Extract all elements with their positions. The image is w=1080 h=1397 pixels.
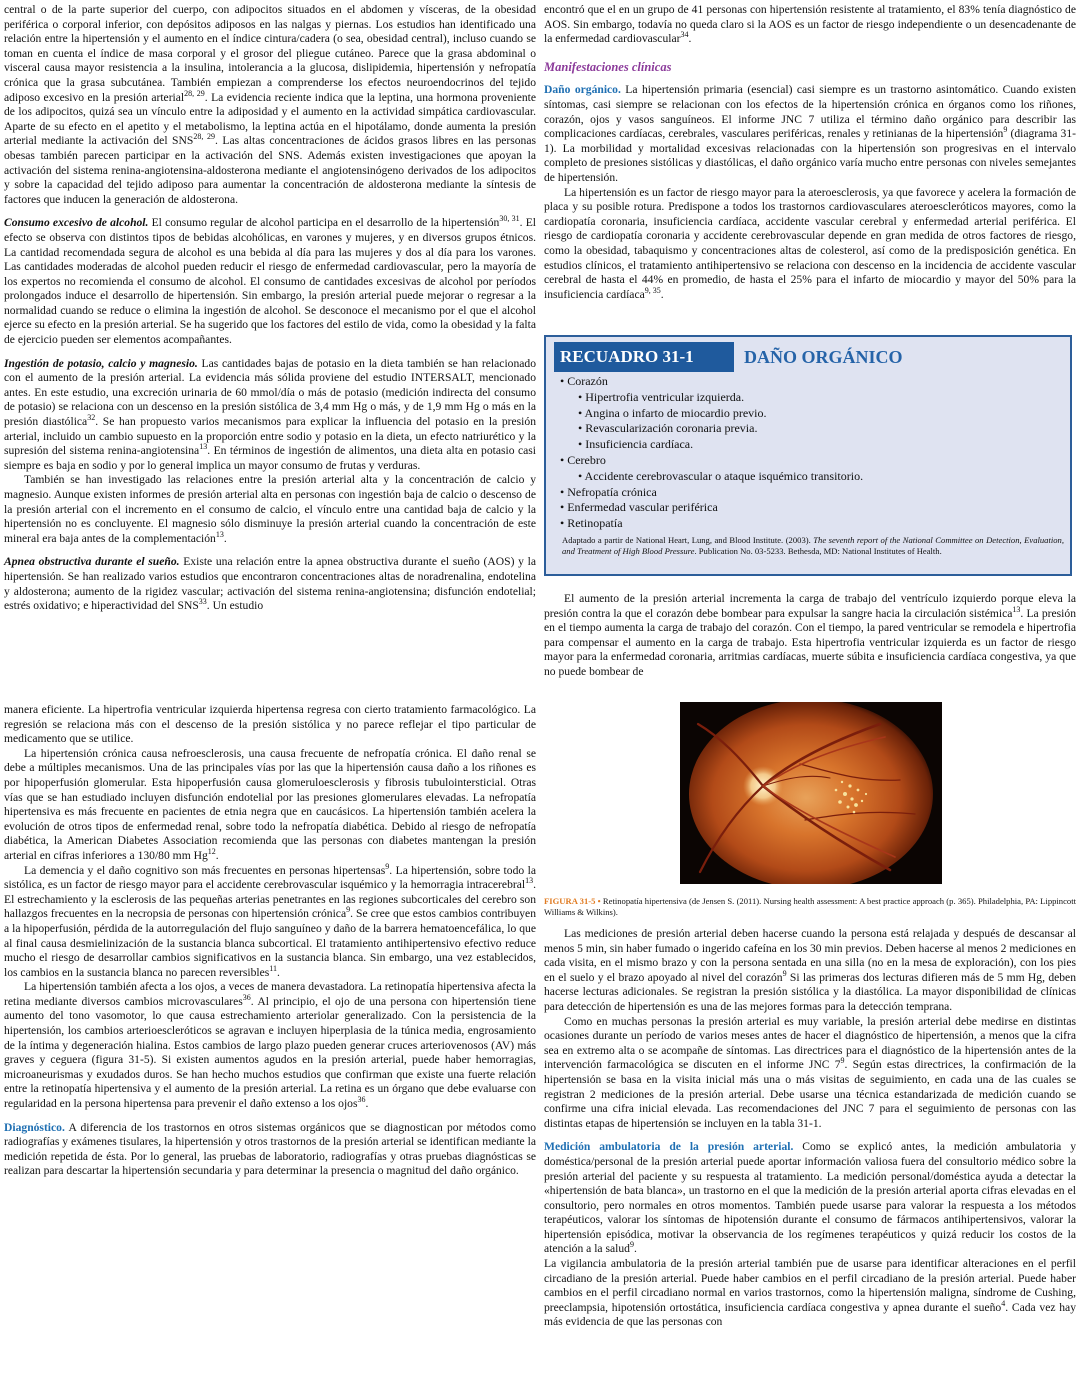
text: . — [660, 287, 664, 301]
citation: 36 — [357, 1095, 366, 1105]
text: . La presión en el tiempo aumenta la carga de trabajo del corazón. Con el tiempo, la pared ventricular se remodela e hipertrofia para compensar el aumento en la carga de trabajo. Esta hipertrofia ventricular izquierda es un factor de riesgo mayor para la enfermedad coronaria, arritmias cardíacas, muerte súbita e insuficiencia cardíaca congestiva, ya que no puede bombear de — [544, 606, 1076, 678]
text: . En términos de ingestión de alimentos, una dieta alta en potasio casi siempre es baja en sodio y por lo general implica un mayor consumo de frutas y verduras. — [4, 444, 537, 472]
text: . Un estudio — [206, 599, 264, 613]
figure-label: FIGURA 31-5 — [544, 896, 596, 906]
list-item: • Corazón — [560, 374, 608, 388]
paragraph-atherosclerosis — [544, 186, 1076, 303]
text: . La hipertensión, sobre todo la sistólica, es un factor de riesgo mayor para el accidente cerebrovascular isquémico y la hemorragia intracerebral — [4, 863, 536, 892]
box-title: DAÑO ORGÁNICO — [744, 347, 903, 367]
text: Si las primeras dos lecturas difieren más de 5 mm Hg, deben hacerse lecturas adicionales. Se registran la presión sistólica y la diastólica. La mayor disponibilidad de clínicas para detección de hipertensión es una de las mejores formas para la detección temprana. — [544, 970, 1077, 1013]
text: . — [223, 531, 227, 545]
text: . Al principio, el ojo de una persona con hipertensión tiene aumento del tono vasomotor, lo que causa estrechamiento arteriolar generalizado. Con la persistencia de la hipertensión, los cambios arterioescleróticos se agravan e incluyen hiperplasia de la túnica media, engrosamiento de la íntima y degeneración hialina. Estos cambios de largo plazo pueden generar cruces arteriovenosos (AV) más graves y ceguera (figura 31-5). Si existen aumentos agudos en la presión arterial, puede haber hemorragias, microaneurismas y exudados duros. Se han hecho muchos estudios que confirman que existe una fuerte relación entre la retinopatía hipertensiva y el aumento de la presión arterial. La retina es un órgano que debe evaluarse con regularidad en la persona hipertensa para prevenir el daño extenso a los ojos — [4, 994, 536, 1111]
text: . Cada vez hay más evidencia de que las personas con — [544, 1300, 1076, 1329]
text: manera eficiente. La hipertrofia ventricular izquierda hipertensa regresa con cierto tratamiento farmacológico. La regresión se relaciona más con el descenso de la presión sistólica y no parece reflejar el tipo particular de medicamento que se utilice. — [4, 703, 536, 746]
list-item: • Revascularización coronaria previa. — [578, 421, 758, 436]
citation: 12 — [207, 847, 216, 857]
text: . — [276, 965, 280, 979]
separator: • — [595, 896, 603, 906]
list-item: • Hipertrofia ventricular izquierda. — [578, 389, 745, 404]
column-bottom-right — [544, 927, 1076, 1330]
run-in-heading: Diagnóstico. — [4, 1120, 65, 1134]
list-item: • Accidente cerebrovascular o ataque isquémico transitorio. — [578, 468, 864, 483]
sidebar-box-organ-damage — [544, 335, 1072, 576]
text: . La evidencia reciente indica que la leptina, una hormona proveniente de los adipocitos, quizá sea un vínculo entre la adiposidad y el aumento en la actividad simpática cardiovascular. Aparte de su efecto en el apetito y el metabolismo, la leptina actúa en el hipotálamo, donde aumenta la presión arterial mediante la activación del SNS — [4, 90, 537, 148]
citation: 9 — [385, 861, 390, 871]
text: Las mediciones de presión arterial deben hacerse cuando la persona está relajada y después de descansar al menos 5 min, sin haber fumado o ingerido cafeína en los 30 min previos. Deben hacerse al menos 2 mediciones en cada visita, en el mismo brazo y con la persona sentada en una silla (no en la mesa de exploración), con los pies en el suelo y el brazo apoyado al nivel del corazón — [544, 927, 1076, 984]
text: La hipertensión primaria (esencial) casi siempre es un trastorno asintomático. Cuando existen síntomas, casi siempre se relacionan con los efectos de la hipertensión crónica en órganos como los riñones, corazón, ojos y vasos sanguíneos. El informe JNC 7 utiliza el término daño orgánico para describir las complicaciones cardíacas, cerebrales, vasculares periféricas, renales y retinianas de la hipertensión — [544, 83, 1077, 141]
text: . — [215, 848, 219, 862]
citation: 9, 35 — [644, 285, 661, 295]
citation: 4 — [1001, 1298, 1006, 1308]
text: . — [633, 1242, 637, 1256]
text: . Según estas directrices, la confirmación de la hipertensión se basa en la visita inicial más una o más visitas de seguimiento, en cada una de las cuales se registran 2 mediciones de la presión arterial. Debe usarse una técnica estandarizada de medición cuando se confirme una cifra inicial elevada. Las recomendaciones del JNC 7 para el seguimiento de personas con las distintas etapas de hipertensión se incluyen en la tabla 31-1. — [544, 1058, 1076, 1130]
citation: 33 — [198, 597, 207, 607]
paragraph-potassium — [4, 357, 536, 474]
text: . Publication No. 03-5233. Bethesda, MD: National Institutes of Health. — [694, 545, 942, 556]
text: La vigilancia ambulatoria de la presión arterial también pue de usarse para identificar alteraciones en el perfil circadiano de la presión arterial. Puede haber cambios en el perfil circadiano de la presión arterial. Puede haber cambios en el perfil circadiano normal en varios trastornos, como la hipertensión maligna, síndrome de Cushing, preeclampsia, hipotensión ortostática, insuficiencia cardíaca congestiva y apnea durante el sueño — [544, 1257, 1076, 1314]
text: . El estrechamiento y la esclerosis de las pequeñas arterias penetrantes en las regiones subcorticales del cerebro son hallazgos frecuentes en la necropsia de personas con hipertensión crónica — [4, 878, 536, 921]
text: La demencia y el daño cognitivo son más frecuentes en personas hipertensas — [24, 863, 386, 877]
run-in-heading: Consumo excesivo de alcohol. — [4, 216, 149, 230]
list-item: • Insuficiencia cardíaca. — [578, 437, 694, 452]
text: El consumo regular de alcohol participa en el desarrollo de la hipertensión — [148, 216, 500, 230]
list-item: • Retinopatía — [560, 516, 623, 531]
paragraph-organ-damage — [544, 83, 1076, 185]
text: central o de la parte superior del cuerpo, con adipocitos situados en el abdomen y vísceras, de la obesidad periférica o corporal inferior, con depósitos adiposos en las nalgas y piernas. Los estudios han identificado una relación entre la hipertensión y el aumento en el índice cintura/cadera (o sea, obesidad central), incluso cuando se toman en cuenta el índice de masa corporal y el grosor del pliegue cutáneo. Parece que la grasa abdominal o visceral causa mayor resistencia a la insulina, intolerancia a la glucosa, dislipidemia, hipertensión y nefropatía crónica que la grasa subcutánea. También empiezan a comprenderse los efectos neuroendocrinos del tejido adiposo excesivo en la presión arterial — [4, 3, 536, 104]
citation: 9 — [1003, 125, 1008, 135]
citation: 9 — [346, 905, 351, 915]
text: encontró que el en un grupo de 41 personas con hipertensión resistente al tratamiento, el 83% tenía diagnóstico de AOS. Sin embargo, todavía no queda claro si la AOS es un factor de riesgo independiente o un desencadenante de la enfermedad cardiovascular — [544, 3, 1076, 46]
citation: 9 — [782, 968, 787, 978]
paragraph-bp-variability — [544, 1015, 1076, 1132]
text: Existe una relación entre la apnea obstructiva durante el sueño (AOS) y la hipertensión. Se han realizado varios estudios que encontraron concentraciones altas de noradrenalina, endotelina y aldosterona; aumento de la rigidez vascular; activación del sistema renina-angiotensina; disfunción endotelial; estrés oxidativo; e hiperactividad del SNS — [4, 555, 536, 613]
citation: 32 — [87, 413, 96, 423]
paragraph-alcohol — [4, 216, 536, 347]
text: Como en muchas personas la presión arterial es muy variable, la presión arterial debe medirse en distintas ocasiones durante un período de varios meses antes de hacer el diagnóstico de hipertensión, a menos que la cifra sea en extremo alta o se acompañe de síntomas. Las directrices para el diagnóstico de la hipertensión antes de la intervención farmacológica se discuten en el informe JNC 7 — [544, 1014, 1076, 1072]
run-in-heading: Apnea obstructiva durante el sueño. — [4, 555, 180, 569]
list-item: • Enfermedad vascular periférica — [560, 500, 718, 515]
column-right-middle — [544, 592, 1076, 680]
text: También se han investigado las relaciones entre la presión arterial alta y la concentración de calcio y magnesio. Aunque existen informes de presión arterial alta en personas con ingestión baja de calcio o descenso de la presión arterial con el incremento en el consumo de calcio, el vínculo entre una cantidad baja de calcio y la hipertensión no es concluyente. El magnesio sólo disminuye la presión arterial cuando la concentración de este mineral era baja antes de la complementación — [4, 473, 536, 545]
text: Como se explicó antes, la medición ambulatoria y doméstica/personal de la presión arterial puede aportar información valiosa fuera del consultorio médico sobre la presión arterial del paciente y su respuesta al tratamiento. La medición personal/doméstica ayuda a detectar la «hipertensión de bata blanca», un trastorno en el que la medición de la presión arterial aporta cifras elevadas en el consultorio, pero normales en otros momentos. También puede usarse para valorar la respuesta a los métodos terapéuticos, valorar los síntomas de hipotensión durante el consumo de fármacos antihipertensivos, valorar la hipertensión episódica, motivar la observancia de los regímenes terapéuticos y quizá reducir los costos de la atención a la salud — [544, 1140, 1076, 1256]
citation: 13 — [215, 529, 224, 539]
box-label: RECUADRO 31-1 — [554, 342, 734, 372]
paragraph-aos — [544, 3, 1076, 47]
column-top-left — [4, 3, 536, 614]
run-in-heading: Ingestión de potasio, calcio y magnesio. — [4, 356, 198, 370]
paragraph-nephrosclerosis — [4, 747, 536, 864]
paragraph-lv-workload — [544, 592, 1076, 680]
text: . — [365, 1097, 369, 1111]
text: La hipertensión es un factor de riesgo mayor para la ateroesclerosis, ya que favorece y acelera la formación de placa y su posible rotura. Predispone a todos los trastornos cardiovasculares ateroescleróticos mayores, como la cardiopatía coronaria, insuficiencia cardíaca, accidente vascular cerebral y enfermedad arterial periférica. El riesgo de cardiopatía coronaria y accidente cerebrovascular depende en gran medida de otros factores de riesgo, como la obesidad, tabaquismo y concentraciones altas de colesterol, así como de la predisposición genética. En estudios clínicos, el tratamiento antihipertensivo se relaciona con descenso en la incidencia de accidente vascular cerebral de hasta el 44% en promedio, de hasta el 25% para el infarto de miocardio y mayor del 50% para la insuficiencia cardíaca — [544, 185, 1076, 301]
paragraph-retinopathy — [4, 980, 536, 1111]
paragraph-ambulatory — [544, 1140, 1076, 1257]
list-item: • Cerebro — [560, 452, 606, 467]
column-top-right — [544, 3, 1076, 302]
run-in-heading: Daño orgánico. — [544, 83, 621, 97]
text: . Las altas concentraciones de ácidos grasos libres en las personas obesas también parecen participar en la activación del SNS. Además existen investigaciones que apoyan la activación del sistema renina-angiotensina-aldosterona mediante el angiotensinógeno derivados de los adipocitos y sobre la capacidad del tejido adiposo para aumentar la concentración de aldosterona mediante la síntesis de factores que inducen la generación de aldosterona. — [4, 134, 537, 206]
citation: 13 — [199, 442, 208, 452]
paragraph-dementia — [4, 861, 537, 981]
citation: 9 — [629, 1240, 634, 1250]
text: . — [688, 32, 692, 46]
list-item: • Angina o infarto de miocardio previo. — [578, 405, 767, 420]
figure-caption — [544, 896, 1076, 918]
text: La hipertensión también afecta a los ojos, a veces de manera devastadora. La retinopatía hipertensiva afecta la retina mediante diversos cambios microvasculares — [4, 980, 536, 1008]
paragraph-diagnosis — [4, 1121, 536, 1179]
citation: 28, 29 — [193, 132, 215, 142]
retina-photograph — [680, 702, 942, 884]
citation: 36 — [242, 993, 251, 1003]
citation: 13 — [1012, 604, 1021, 614]
list-item: • Nefropatía crónica — [560, 484, 657, 499]
text: . Se cree que estos cambios contribuyen a la hipoperfusión, pérdida de la autorregulación del flujo sanguíneo y daño de la barrera hematoencefálica, lo que al final causa desmielinización de la sustancia blanca subcortical. El tratamiento antihipertensivo efectivo reduce mucho el riesgo de desarrollar cambios significativos en la sustancia blanca. Sin embargo, una vez establecidos, los cambios en la sustancia blanca no parecen reversibles — [4, 907, 537, 979]
citation: 28, 29 — [184, 88, 205, 98]
text: . Se han propuesto varios mecanismos para explicar la influencia del potasio en la presión arterial, incluido un cambio supuesto en la proporción entre sodio y potasio en la dieta, un efecto natriurético y la supresión del sistema renina-angiotensina — [4, 415, 536, 458]
source-title: The seventh report of the National Committee on Detection, Evaluation, and Treatment of High Blood Pressure — [562, 535, 1064, 556]
citation: 11 — [269, 963, 277, 973]
paragraph-circadian — [544, 1257, 1076, 1330]
box-source — [562, 535, 1064, 557]
text: Las cantidades bajas de potasio en la dieta también se han relacionado con el aumento de la presión arterial. La evidencia más sólida proviene del estudio INTERSALT, mencionado antes. En este estudio, una excreción urinaria de 60 mmol/día o más de potasio (medición indirecta del consumo de potasio) se relaciona con un descenso en la presión sistólica de 3,4 mm Hg o más, y de 1,9 mm Hg o más en la presión diastólica — [4, 356, 536, 429]
caption-text: Retinopatía hipertensiva (de Jensen S. (2011). Nursing health assessment: A best practice approach (p. 365). Philadelphia, PA: Lippincott Williams & Wilkins). — [544, 896, 1076, 917]
section-heading: Manifestaciones clínicas — [544, 59, 672, 74]
citation: 34 — [680, 30, 689, 40]
text: La hipertensión crónica causa nefroesclerosis, una causa frecuente de nefropatía crónica. El daño renal se debe a múltiples mecanismos. Una de las principales vías por las que la hipertensión causa daño a los riñones es por hipoperfusión glomerular. Esta hipoperfusión causa glomeruloesclerosis y fibrosis tubulointersticial. Otras vías que se han estudiado incluyen disfunción endotelial por las presiones glomerulares elevadas. La nefropatía hipertensiva es más frecuente en pacientes de etnia negra que en caucásicos. La hipertensión también acelera la evolución de otros tipos de enfermedad renal, sobre todo la nefropatía diabética. Debido al riesgo de nefropatía diabética, la American Diabetes Association recomienda que las personas con diabetes mantengan la presión arterial en cifras inferiores a 130/80 mm Hg — [4, 746, 536, 862]
citation: 9 — [840, 1056, 845, 1066]
citation: 13 — [525, 876, 534, 886]
text: Adaptado a partir de National Heart, Lung, and Blood Institute. (2003). — [562, 535, 814, 545]
text: El aumento de la presión arterial incrementa la carga de trabajo del ventrículo izquierdo porque eleva la presión contra la que el corazón debe bombear para expulsar la sangre hacia la circulación sistémica — [544, 592, 1076, 620]
citation: 30, 31 — [499, 214, 520, 224]
paragraph-calcium — [4, 473, 536, 546]
run-in-heading: Medición ambulatoria de la presión arterial. — [544, 1140, 794, 1154]
box-list — [560, 374, 1060, 532]
paragraph-apnea — [4, 555, 536, 613]
paragraph-obesity — [4, 3, 536, 207]
text: . El efecto se observa con distintos tipos de bebidas alcohólicas, en varones y mujeres, y en diversos grupos étnicos. La cantidad recomendada segura de alcohol es una bebida al día para las mujeres y dos al día para los varones. Las cantidades moderadas de alcohol pueden reducir el riesgo de enfermedad cardiovascular, pero la mayoría de los expertos no recomienda el consumo de alcohol. El consumo de cantidades excesivas de alcohol por períodos prolongados induce el desarrollo de hipertensión. Sin embargo, la presión arterial puede mejorar o regresar a la normalidad cuando se reduce o elimina la ingestión de alcohol. Se desconoce el mecanismo por el que el alcohol ejerce su efecto en la presión arterial. Se ha sugerido que los factores del estilo de vida, como la obesidad y la falta de ejercicio pueden ser elementos acompañantes. — [4, 216, 536, 347]
paragraph-bp-measurement — [544, 927, 1076, 1015]
column-bottom-left — [4, 703, 536, 1179]
retina-image — [680, 702, 942, 884]
text: A diferencia de los trastornos en otros sistemas orgánicos que se diagnostican por métodos como radiografías y exámenes tisulares, la hipertensión y otros trastornos de la presión arterial se identifican mediante la medición repetida de ésta. Por lo general, las pruebas de laboratorio, radiografías y otras pruebas diagnósticas se realizan para descartar la hipertensión secundaria y para determinar la presencia o magnitud del daño orgánico. — [4, 1120, 536, 1178]
text: (diagrama 31-1). La morbilidad y mortalidad excesivas relacionadas con la hipertensión son progresivas en el intervalo completo de presiones sistólicas y diastólicas, el daño orgánico varía mucho entre personas con niveles semejantes de hipertensión. — [544, 127, 1076, 184]
paragraph-lvh — [4, 703, 536, 747]
